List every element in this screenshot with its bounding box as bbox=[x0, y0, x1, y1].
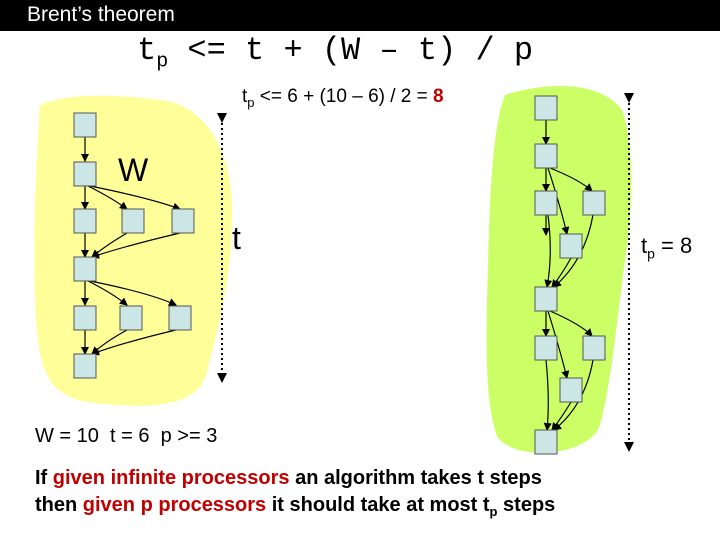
dag-node bbox=[583, 191, 605, 215]
work-label: W bbox=[118, 152, 149, 188]
statement-l1-a: If bbox=[35, 467, 53, 489]
calc-lhs-sub: p bbox=[247, 94, 255, 110]
dag-node bbox=[583, 336, 605, 360]
dag-node bbox=[535, 430, 557, 454]
dag-node bbox=[535, 191, 557, 215]
formula-lhs-sub: p bbox=[156, 50, 169, 74]
formula-rhs: <= t + (W – t) / p bbox=[168, 32, 534, 69]
left-dag-blob bbox=[34, 96, 232, 406]
dag-node bbox=[120, 306, 142, 330]
dag-node bbox=[169, 306, 191, 330]
depth-label: t bbox=[232, 220, 241, 256]
tp-label-t: t bbox=[641, 233, 648, 258]
statement-l2-highlight: given p processors bbox=[82, 494, 267, 516]
statement-l1-highlight: given infinite processors bbox=[52, 467, 290, 489]
calc-result: 8 bbox=[433, 86, 444, 107]
calc-lhs: t bbox=[242, 86, 248, 107]
statement-l2-b: it should take at most t bbox=[266, 494, 490, 516]
tp-label bbox=[641, 233, 692, 261]
dag-node bbox=[74, 162, 96, 186]
dag-node bbox=[74, 209, 96, 233]
dag-node bbox=[122, 209, 144, 233]
dag-node bbox=[560, 378, 582, 402]
slide-title: Brent’s theorem bbox=[27, 3, 175, 26]
dag-node bbox=[74, 257, 96, 281]
example-calculation bbox=[242, 86, 444, 110]
tp-label-value: = 8 bbox=[654, 233, 693, 258]
dag-node bbox=[535, 96, 557, 120]
dag-node bbox=[172, 209, 194, 233]
dag-node bbox=[560, 234, 582, 258]
dag-node bbox=[535, 287, 557, 311]
statement-l1-b: an algorithm takes t steps bbox=[289, 467, 542, 489]
calc-expr: <= 6 + (10 – 6) / 2 = bbox=[254, 86, 434, 107]
dag-stats: W = 10 t = 6 p >= 3 bbox=[35, 425, 218, 447]
dag-node bbox=[74, 306, 96, 330]
dag-node bbox=[535, 144, 557, 168]
formula-lhs: t bbox=[137, 32, 157, 69]
statement-l2-a: then bbox=[35, 494, 83, 516]
dag-node bbox=[74, 354, 96, 378]
right-dag-blob bbox=[487, 86, 632, 453]
statement-line-2 bbox=[35, 494, 555, 519]
dag-node bbox=[535, 336, 557, 360]
dag-node bbox=[74, 113, 96, 137]
statement-l2-c: steps bbox=[497, 494, 556, 516]
statement-l2-sub: p bbox=[489, 504, 498, 519]
tp-label-sub: p bbox=[647, 245, 655, 262]
statement-line-1 bbox=[35, 467, 542, 490]
